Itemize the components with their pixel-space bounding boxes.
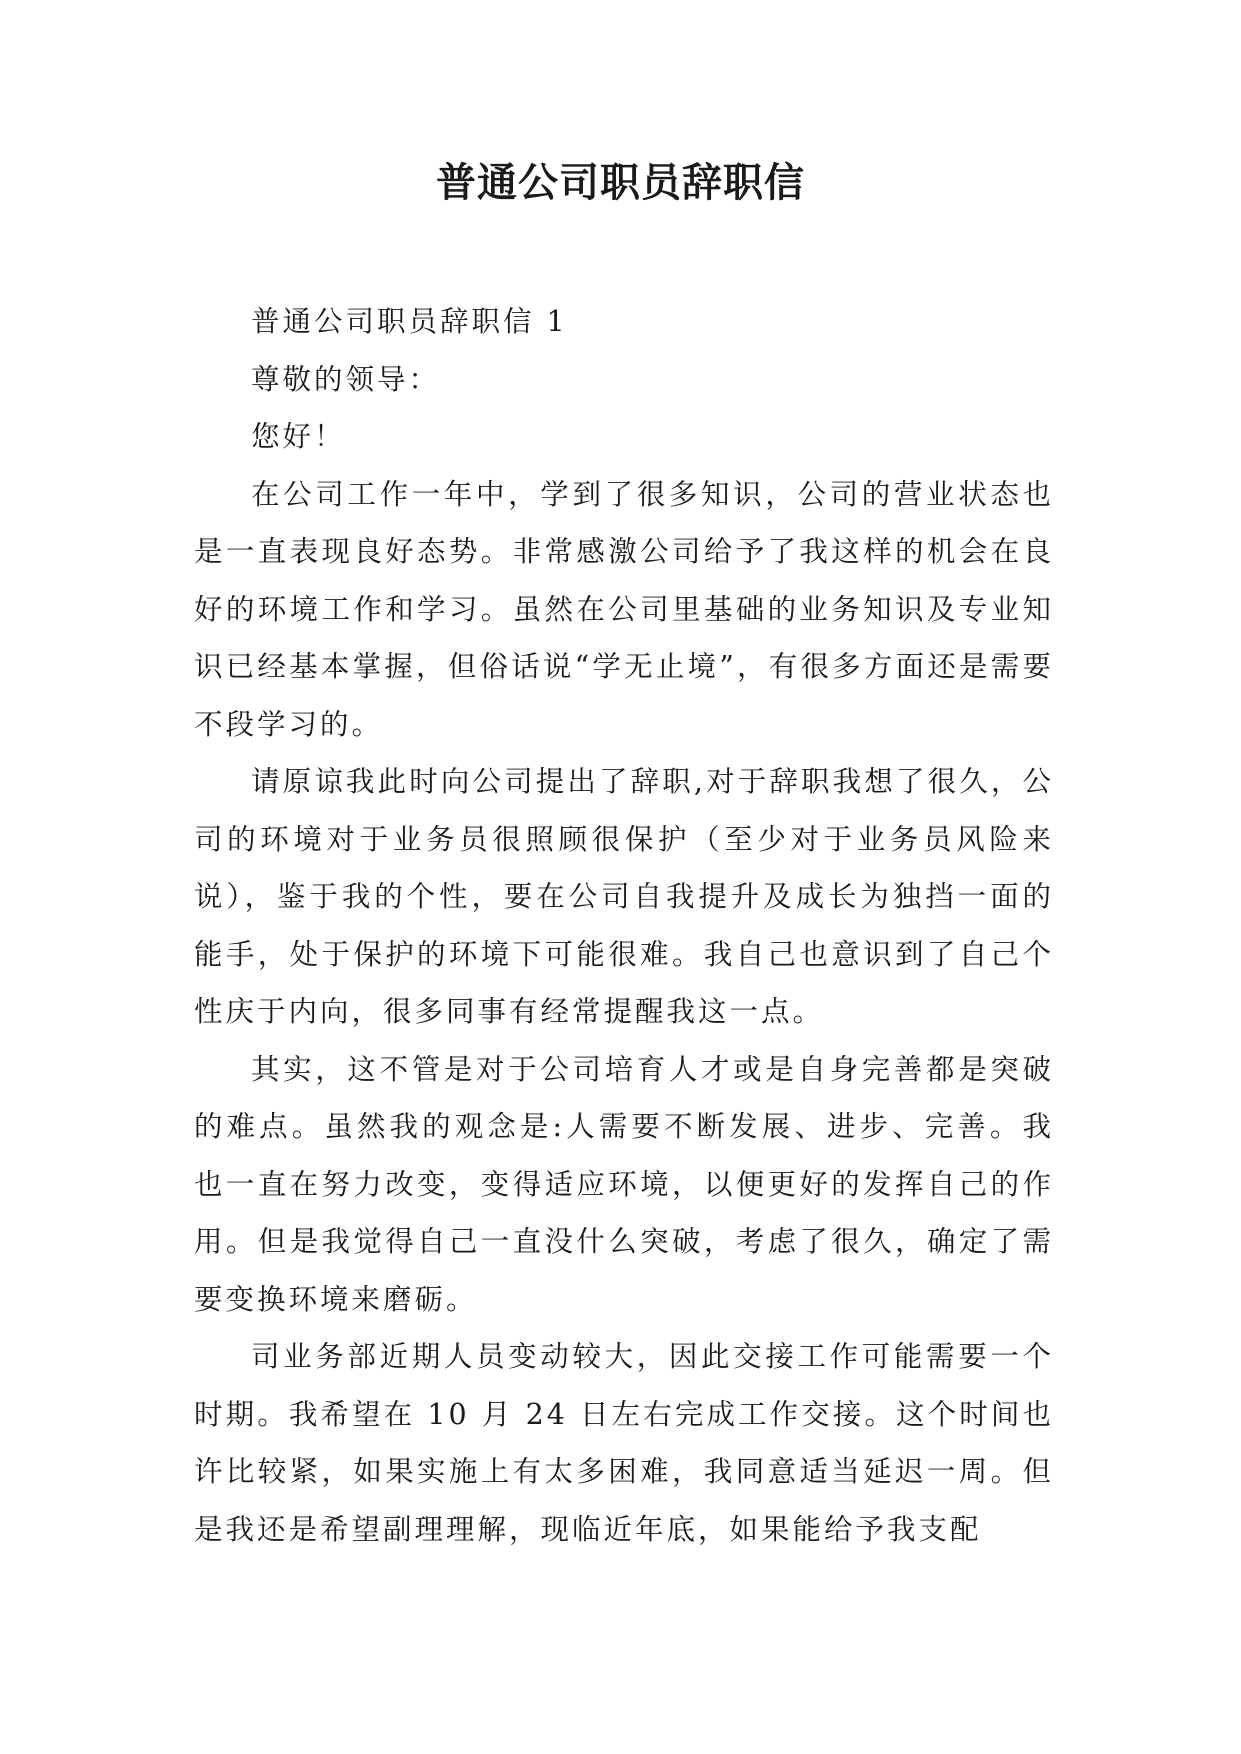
body-paragraph: 司业务部近期人员变动较大，因此交接工作可能需要一个时期。我希望在 10 月 24 日左右完成工作交接。这个时间也许比较紧，如果实施上有太多困难，我同意适当延迟一周。但是我还是希望副理理解，现临近年底，如果能给予我支配 (194, 1340, 1054, 1546)
salutation: 尊敬的领导： (251, 362, 441, 396)
document-body (194, 293, 1054, 1558)
letter-heading: 普通公司职员辞职信 1 (251, 305, 568, 338)
greeting: 您好！ (251, 420, 346, 453)
body-paragraph: 请原谅我此时向公司提出了辞职,对于辞职我想了很久，公司的环境对于业务员很照顾很保护（至少对于业务员风险来说），鉴于我的个性，要在公司自我提升及成长为独挡一面的能手，处于保护的环境下可能很难。我自己也意识到了自己个性庆于内向，很多同事有经常提醒我这一点。 (194, 765, 1054, 1028)
body-paragraph: 在公司工作一年中，学到了很多知识，公司的营业状态也是一直表现良好态势。非常感激公司给予了我这样的机会在良好的环境工作和学习。虽然在公司里基础的业务知识及专业知识已经基本掌握，但俗话说“学无止境”，有很多方面还是需要不段学习的。 (194, 477, 1054, 741)
body-paragraph: 其实，这不管是对于公司培育人才或是自身完善都是突破的难点。虽然我的观念是:人需要不断发展、进步、完善。我也一直在努力改变，变得适应环境，以便更好的发挥自己的作用。但是我觉得自己一直没什么突破，考虑了很久，确定了需要变换环境来磨砺。 (194, 1052, 1054, 1316)
document-title: 普通公司职员辞职信 (436, 159, 805, 206)
